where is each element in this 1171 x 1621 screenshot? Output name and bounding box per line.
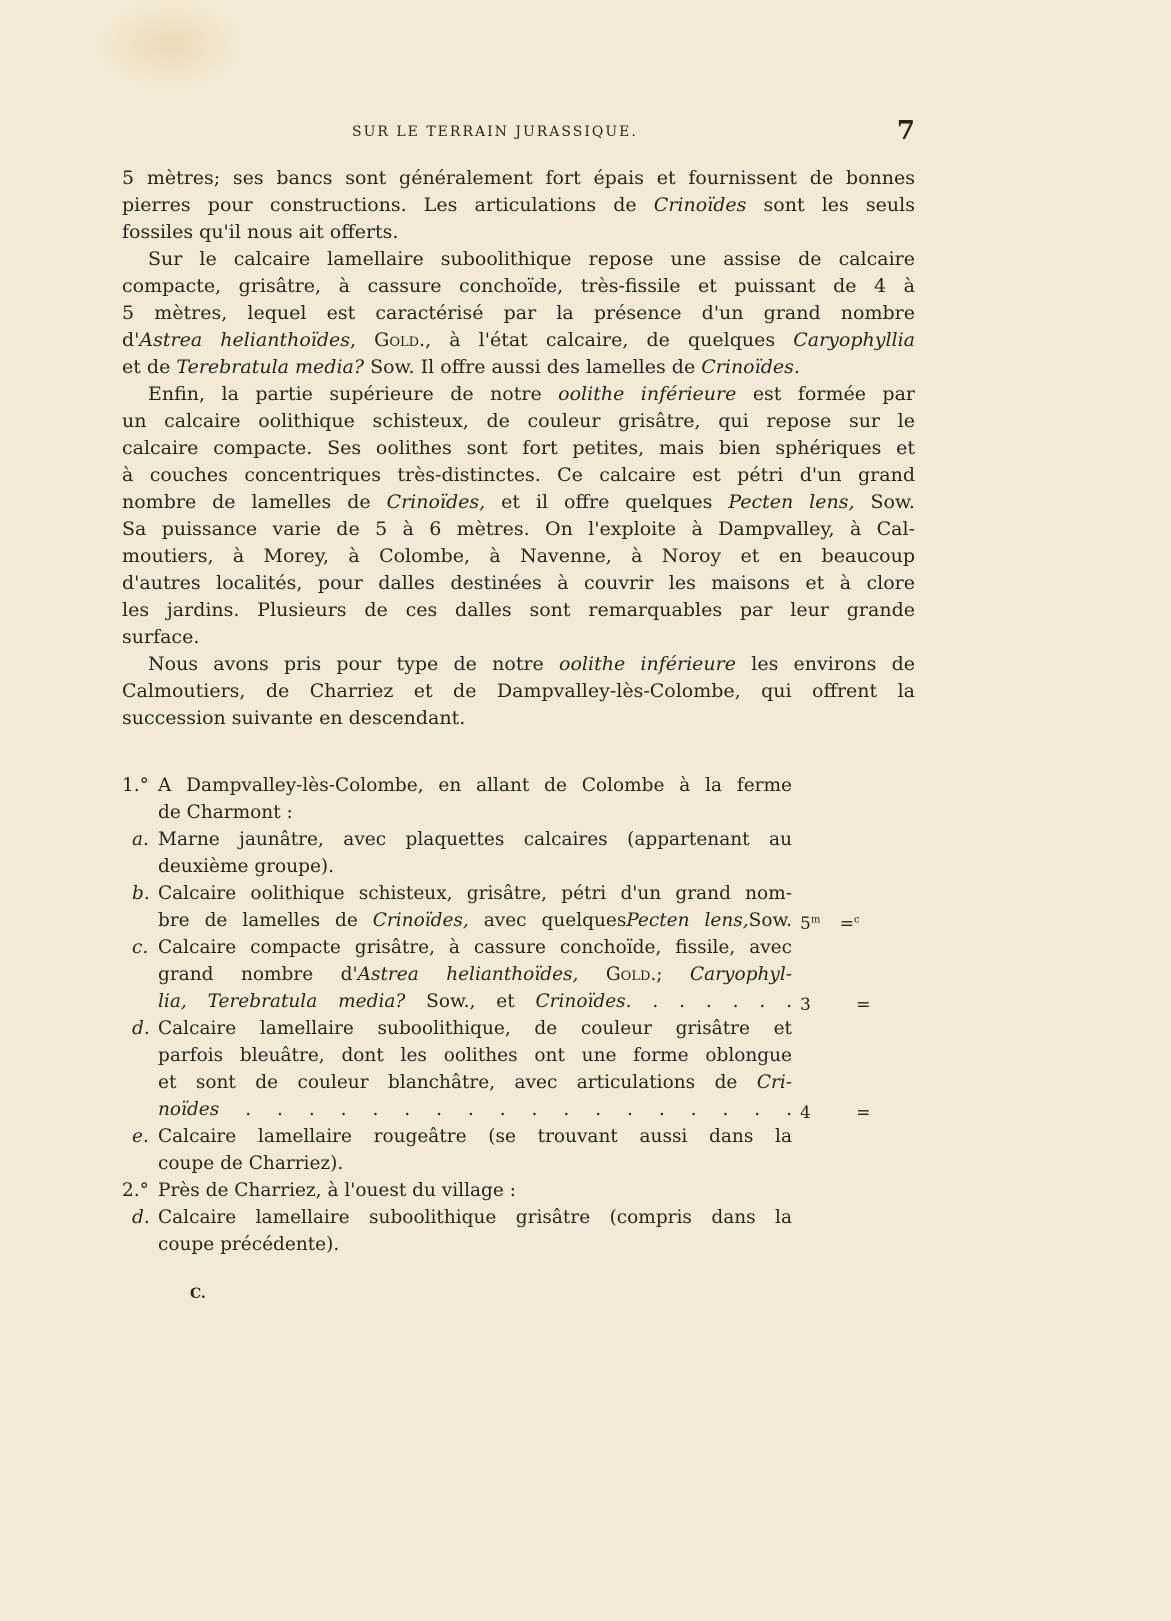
section-line: de Charmont : bbox=[158, 802, 293, 823]
text-line: Sa puissance varie de 5 à 6 mètres. On l'exploite à Dampvalley, à Cal- bbox=[122, 518, 915, 540]
text-line: d'autres localités, pour dalles destinées à couvrir les maisons et à clore bbox=[122, 572, 915, 594]
text-line: 5 mètres, lequel est caractérisé par la présence d'un grand nombre bbox=[122, 302, 915, 324]
running-title: SUR LE TERRAIN JURASSIQUE. bbox=[352, 124, 638, 140]
section-heading: 2.° Près de Charriez, à l'ouest du village : bbox=[122, 1180, 516, 1201]
layer-item: e. Calcaire lamellaire rougeâtre (se trouvant aussi dans la bbox=[132, 1126, 792, 1147]
page-stain bbox=[95, 0, 245, 90]
text-line: calcaire compacte. Ses oolithes sont fort petites, mais bien sphériques et bbox=[122, 437, 915, 459]
text-line: Enfin, la partie supérieure de notre oolithe inférieure est formée par bbox=[148, 383, 915, 405]
text-line: 5 mètres; ses bancs sont généralement fort épais et fournissent de bonnes bbox=[122, 167, 915, 189]
text-line: moutiers, à Morey, à Colombe, à Navenne, à Noroy et en beaucoup bbox=[122, 545, 915, 567]
thickness-b: 5$^m$ =$^c$ bbox=[800, 914, 860, 934]
text-line: Nous avons pris pour type de notre oolithe inférieure les environs de bbox=[148, 653, 916, 675]
running-head bbox=[122, 116, 915, 146]
body-text bbox=[122, 165, 915, 732]
layer-item: d. Calcaire lamellaire suboolithique, de couleur grisâtre et bbox=[132, 1018, 792, 1039]
text-line: Calmoutiers, de Charriez et de Dampvalley-lès-Colombe, qui offrent la bbox=[122, 680, 915, 702]
section-line: coupe de Charriez). bbox=[158, 1153, 344, 1174]
layer-item: a. Marne jaunâtre, avec plaquettes calcaires (appartenant au bbox=[132, 829, 792, 850]
layer-item: d. Calcaire lamellaire suboolithique grisâtre (compris dans la bbox=[132, 1207, 792, 1228]
section-line: parfois bleuâtre, dont les oolithes ont une forme oblongue bbox=[158, 1045, 792, 1066]
section-line: bre de lamelles de Crinoïdes, avec quelquesPecten lens,Sow. bbox=[158, 910, 792, 931]
text-line: fossiles qu'il nous ait offerts. bbox=[122, 221, 399, 243]
text-line: succession suivante en descendant. bbox=[122, 707, 466, 729]
thickness-c: 3 = bbox=[800, 995, 871, 1015]
section-heading: 1.° A Dampvalley-lès-Colombe, en allant de Colombe à la ferme bbox=[122, 775, 792, 796]
section-line: deuxième groupe). bbox=[158, 856, 335, 877]
text-line: d'Astrea helianthoïdes, Gold., à l'état calcaire, de quelques Caryophyllia bbox=[122, 329, 916, 351]
section-line: et sont de couleur blanchâtre, avec articulations de Cri- bbox=[158, 1072, 792, 1093]
text-line: Sur le calcaire lamellaire suboolithique repose une assise de calcaire bbox=[148, 248, 915, 270]
text-line: et de Terebratula media? Sow. Il offre aussi des lamelles de Crinoïdes. bbox=[122, 356, 800, 378]
text-line: nombre de lamelles de Crinoïdes, et il offre quelques Pecten lens, Sow. bbox=[122, 491, 915, 513]
text-line: pierres pour constructions. Les articulations de Crinoïdes sont les seuls bbox=[122, 194, 915, 216]
stratigraphic-section bbox=[122, 772, 915, 1258]
text-line: un calcaire oolithique schisteux, de couleur grisâtre, qui repose sur le bbox=[122, 410, 915, 432]
layer-item: b. Calcaire oolithique schisteux, grisâtre, pétri d'un grand nom- bbox=[132, 883, 792, 904]
text-line: à couches concentriques très-distinctes. Ce calcaire est pétri d'un grand bbox=[122, 464, 915, 486]
layer-item: c. Calcaire compacte grisâtre, à cassure conchoïde, fissile, avec bbox=[132, 937, 792, 958]
text-line: les jardins. Plusieurs de ces dalles sont remarquables par leur grande bbox=[122, 599, 915, 621]
signature-mark: C. bbox=[190, 1286, 206, 1302]
thickness-d: 4 = bbox=[800, 1103, 871, 1123]
text-line: compacte, grisâtre, à cassure conchoïde, très-fissile et puissant de 4 à bbox=[122, 275, 915, 297]
section-line: lia, Terebratula media? Sow., et Crinoïdes. . . . . . . bbox=[158, 991, 792, 1012]
section-line: noïdes . . . . . . . . . . . . . . . . . . bbox=[158, 1099, 792, 1120]
section-line: grand nombre d'Astrea helianthoïdes, Gold.; Caryophyl- bbox=[158, 964, 792, 985]
text-line: surface. bbox=[122, 626, 200, 648]
page-number: 7 bbox=[896, 116, 915, 146]
section-line: coupe précédente). bbox=[158, 1234, 340, 1255]
